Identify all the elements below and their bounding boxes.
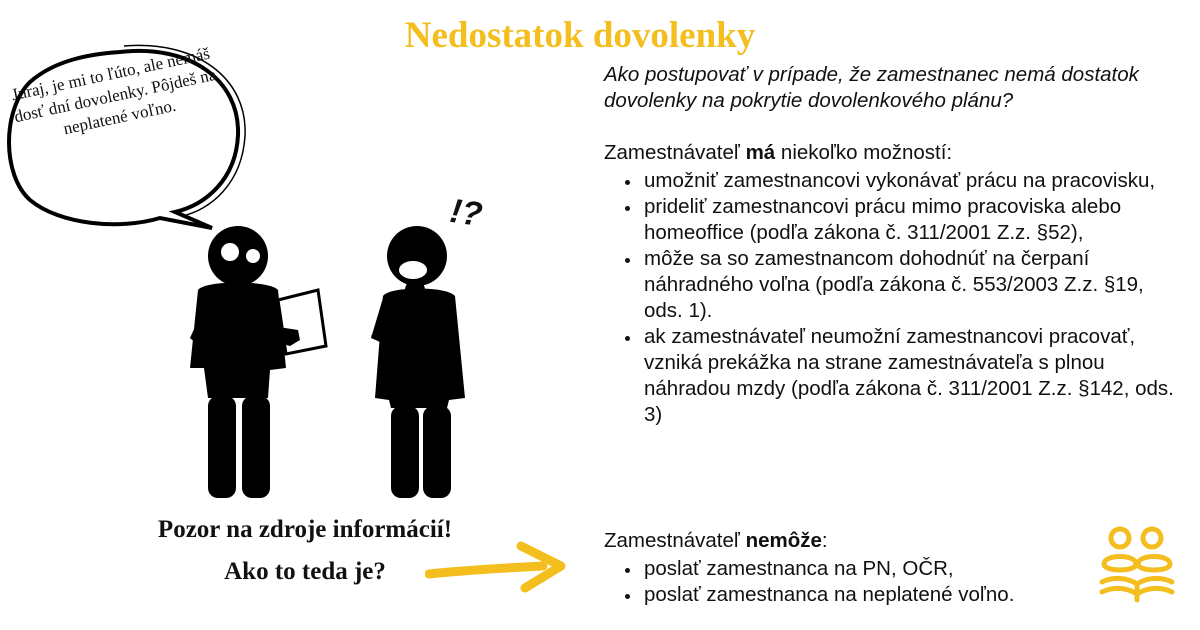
question-text: Ako postupovať v prípade, že zamestnanec nemá dostatok dovolenky na pokrytie dovolenkového plánu? (604, 63, 1139, 112)
caption-question: Ako to teda je? (224, 558, 386, 585)
employer-can-list (604, 168, 1174, 428)
list-item: • umožniť zamestnancovi vykonávať prácu na pracovisku, (642, 168, 1174, 194)
caption-warning: Pozor na zdroje informácií! (157, 516, 453, 543)
employer-cannot-list (604, 556, 1174, 608)
list-item: • poslať zamestnanca na neplatené voľno. (642, 582, 1174, 608)
employer-can-intro: Zamestnávateľ má niekoľko možností: (604, 141, 953, 164)
list-item: • môže sa so zamestnancom dohodnúť na čerpaní náhradného voľna (podľa zákona č. 553/2003 Z.z. §19, ods. 1). (642, 246, 1174, 324)
exclamation-question-mark: !? (447, 191, 485, 235)
man-with-glasses-icon (150, 218, 350, 508)
employer-cannot-section (604, 528, 1174, 608)
list-item: • ak zamestnávateľ neumožní zamestnancovi pracovať, vzniká prekážka na strane zamestnávateľa s plnou náhradou mzdy (podľa zákona č. 311/2001 Z.z. §142, ods. 3) (642, 324, 1174, 428)
logo-people-book-icon (1092, 520, 1182, 610)
employer-can-section (604, 140, 1174, 428)
list-item: • poslať zamestnanca na PN, OČR, (642, 556, 1174, 582)
list-item: • prideliť zamestnancovi prácu mimo pracoviska alebo homeoffice (podľa zákona č. 311/2001 Z.z. §52), (642, 194, 1174, 246)
page-title: Nedostatok dovolenky (404, 15, 756, 56)
employer-cannot-intro: Zamestnávateľ nemôže: (604, 529, 828, 552)
thinking-man-icon (355, 218, 485, 508)
speech-bubble-text: Juraj, je mi to ľúto, ale nemáš dosť dní dovolenky. Pôjdeš na neplatené voľno. (9, 43, 218, 139)
arrow-right-icon (425, 540, 575, 600)
